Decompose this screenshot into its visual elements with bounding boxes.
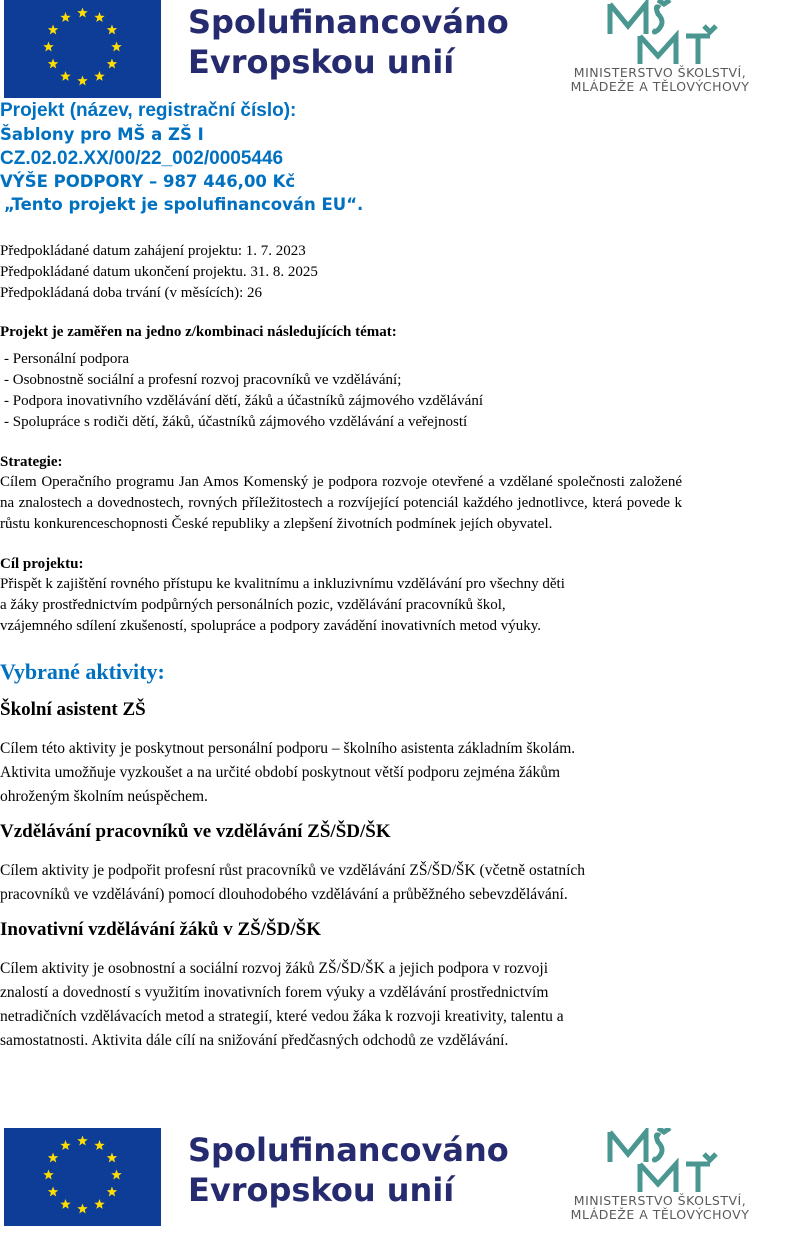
ministry-line2: MLÁDEŽE A TĚLOVÝCHOVY	[570, 1207, 750, 1222]
activity-description	[0, 957, 700, 1053]
eu-star-icon	[43, 1170, 53, 1180]
activities-heading: Vybrané aktivity:	[0, 659, 165, 684]
activity-title: Inovativní vzdělávání žáků v ZŠ/ŠD/ŠK	[0, 919, 321, 940]
msmt-logo	[540, 1128, 780, 1228]
eu-star-icon	[60, 12, 70, 22]
project-dates	[0, 241, 700, 304]
eu-star-icon	[77, 8, 87, 18]
bottom-logo-banner	[0, 1128, 796, 1238]
ministry-line1: MINISTERSTVO ŠKOLSTVÍ,	[573, 65, 747, 80]
end-date: Předpokládané datum ukončení projektu. 31. 8. 2025	[0, 264, 318, 280]
cofinanced-line1: Spolufinancováno	[188, 1131, 509, 1169]
activity-description	[0, 859, 700, 907]
list-item: - Personální podpora	[4, 351, 129, 367]
goal-title: Cíl projektu:	[0, 556, 84, 572]
activity-line: ohroženým školním neúspěchem.	[0, 788, 208, 805]
eu-star-icon	[48, 25, 58, 35]
msmt-monogram-icon	[600, 0, 720, 66]
support-amount: VÝŠE PODPORY – 987 446,00 Kč	[0, 172, 296, 191]
activity-description	[0, 737, 700, 809]
eu-star-icon	[94, 1199, 104, 1209]
list-item: - Osobnostně sociální a profesní rozvoj pracovníků ve vzdělávání;	[4, 372, 402, 388]
activity-line: Cílem aktivity je osobnostní a sociální rozvoj žáků ZŠ/ŠD/ŠK a jejich podpora v rozvoji	[0, 960, 549, 977]
ministry-line1: MINISTERSTVO ŠKOLSTVÍ,	[573, 1193, 747, 1208]
eu-star-icon	[94, 12, 104, 22]
activity-line: Cílem aktivity je podpořit profesní růst pracovníků ve vzdělávání ZŠ/ŠD/ŠK (včetně ostatních	[0, 862, 586, 879]
eu-star-icon	[60, 71, 70, 81]
cofinanced-text	[188, 1130, 509, 1210]
project-heading: Projekt (název, registrační číslo):	[0, 100, 297, 121]
activity-line: samostatnosti. Aktivita dále cílí na snižování předčasných odchodů ze vzdělávání.	[0, 1032, 509, 1049]
eu-star-icon	[43, 42, 53, 52]
eu-star-icon	[77, 76, 87, 86]
eu-star-icon	[60, 1199, 70, 1209]
eu-star-icon	[111, 1170, 121, 1180]
eu-star-icon	[107, 59, 117, 69]
ministry-line2: MLÁDEŽE A TĚLOVÝCHOVY	[570, 79, 750, 94]
strategy-text: Cílem Operačního programu Jan Amos Komenský je podpora rozvoje otevřené a vzdělané společnosti založené na znalostech a dovednostech, rovných příležitostech a rozvíjející potenciál každého jednotlivce, která povede k růstu konkurenceschopnosti České republiky a zlepšení životních podmínek jejích obyvatel.	[0, 474, 682, 532]
top-logo-banner	[0, 0, 796, 110]
goal-line: Přispět k zajištění rovného přístupu ke kvalitnímu a inkluzivnímu vzdělávání pro všechny děti	[0, 576, 565, 592]
eu-star-icon	[77, 1136, 87, 1146]
eu-star-icon	[48, 59, 58, 69]
document-content	[0, 98, 700, 1053]
cofinanced-line1: Spolufinancováno	[188, 3, 509, 41]
eu-star-icon	[107, 1187, 117, 1197]
activity-title: Školní asistent ZŠ	[0, 699, 146, 720]
start-date: Předpokládané datum zahájení projektu: 1. 7. 2023	[0, 243, 306, 259]
goal-text	[0, 574, 700, 637]
cofinanced-line2: Evropskou unií	[188, 1171, 455, 1209]
msmt-logo	[540, 0, 780, 100]
goal-line: vzájemného sdílení zkušeností, spolupráce a podpory zavádění inovativních metod výuky.	[0, 618, 541, 634]
activity-line: pracovníků ve vzdělávání) pomocí dlouhodobého vzdělávání a průběžného sebevzdělávání.	[0, 886, 568, 903]
themes-title: Projekt je zaměřen na jedno z/kombinaci následujících témat:	[0, 324, 397, 340]
eu-flag-icon	[4, 1128, 161, 1226]
eu-star-icon	[107, 25, 117, 35]
goal-line: a žáky prostřednictvím podpůrných personálních pozic, vzdělávání pracovníků škol,	[0, 597, 506, 613]
list-item: - Spolupráce s rodiči dětí, žáků, účastníků zájmového vzdělávání a veřejností	[4, 414, 468, 430]
eu-star-icon	[48, 1153, 58, 1163]
cofinanced-line2: Evropskou unií	[188, 43, 455, 81]
activity-line: netradičních vzdělávacích metod a strategií, které vedou žáka k rozvoji kreativity, talentu a	[0, 1008, 564, 1025]
eu-star-icon	[48, 1187, 58, 1197]
eu-star-icon	[77, 1204, 87, 1214]
project-name: Šablony pro MŠ a ZŠ I	[0, 125, 204, 144]
activity-line: Cílem této aktivity je poskytnout personální podporu – školního asistenta základním školám.	[0, 740, 576, 757]
eu-star-icon	[60, 1140, 70, 1150]
activity-line: znalostí a dovedností s využitím inovativních forem výuky a vzdělávání prostřednictvím	[0, 984, 549, 1001]
eu-cofinance-note: „Tento projekt je spolufinancován EU“.	[4, 195, 364, 214]
themes-list	[0, 349, 700, 433]
eu-star-icon	[107, 1153, 117, 1163]
msmt-monogram-icon	[600, 1128, 720, 1194]
activity-title: Vzdělávání pracovníků ve vzdělávání ZŠ/ŠD/ŠK	[0, 821, 391, 842]
cofinanced-text	[188, 2, 509, 82]
eu-star-icon	[94, 71, 104, 81]
project-code: CZ.02.02.XX/00/22_002/0005446	[0, 148, 284, 169]
eu-star-icon	[111, 42, 121, 52]
activity-line: Aktivita umožňuje vyzkoušet a na určité období poskytnout větší podporu zejména žákům	[0, 764, 561, 781]
strategy-title: Strategie:	[0, 454, 63, 470]
eu-star-icon	[94, 1140, 104, 1150]
duration: Předpokládaná doba trvání (v měsících): 26	[0, 285, 263, 301]
list-item: - Podpora inovativního vzdělávání dětí, žáků a účastníků zájmového vzdělávání	[4, 393, 484, 409]
eu-flag-icon	[4, 0, 161, 98]
